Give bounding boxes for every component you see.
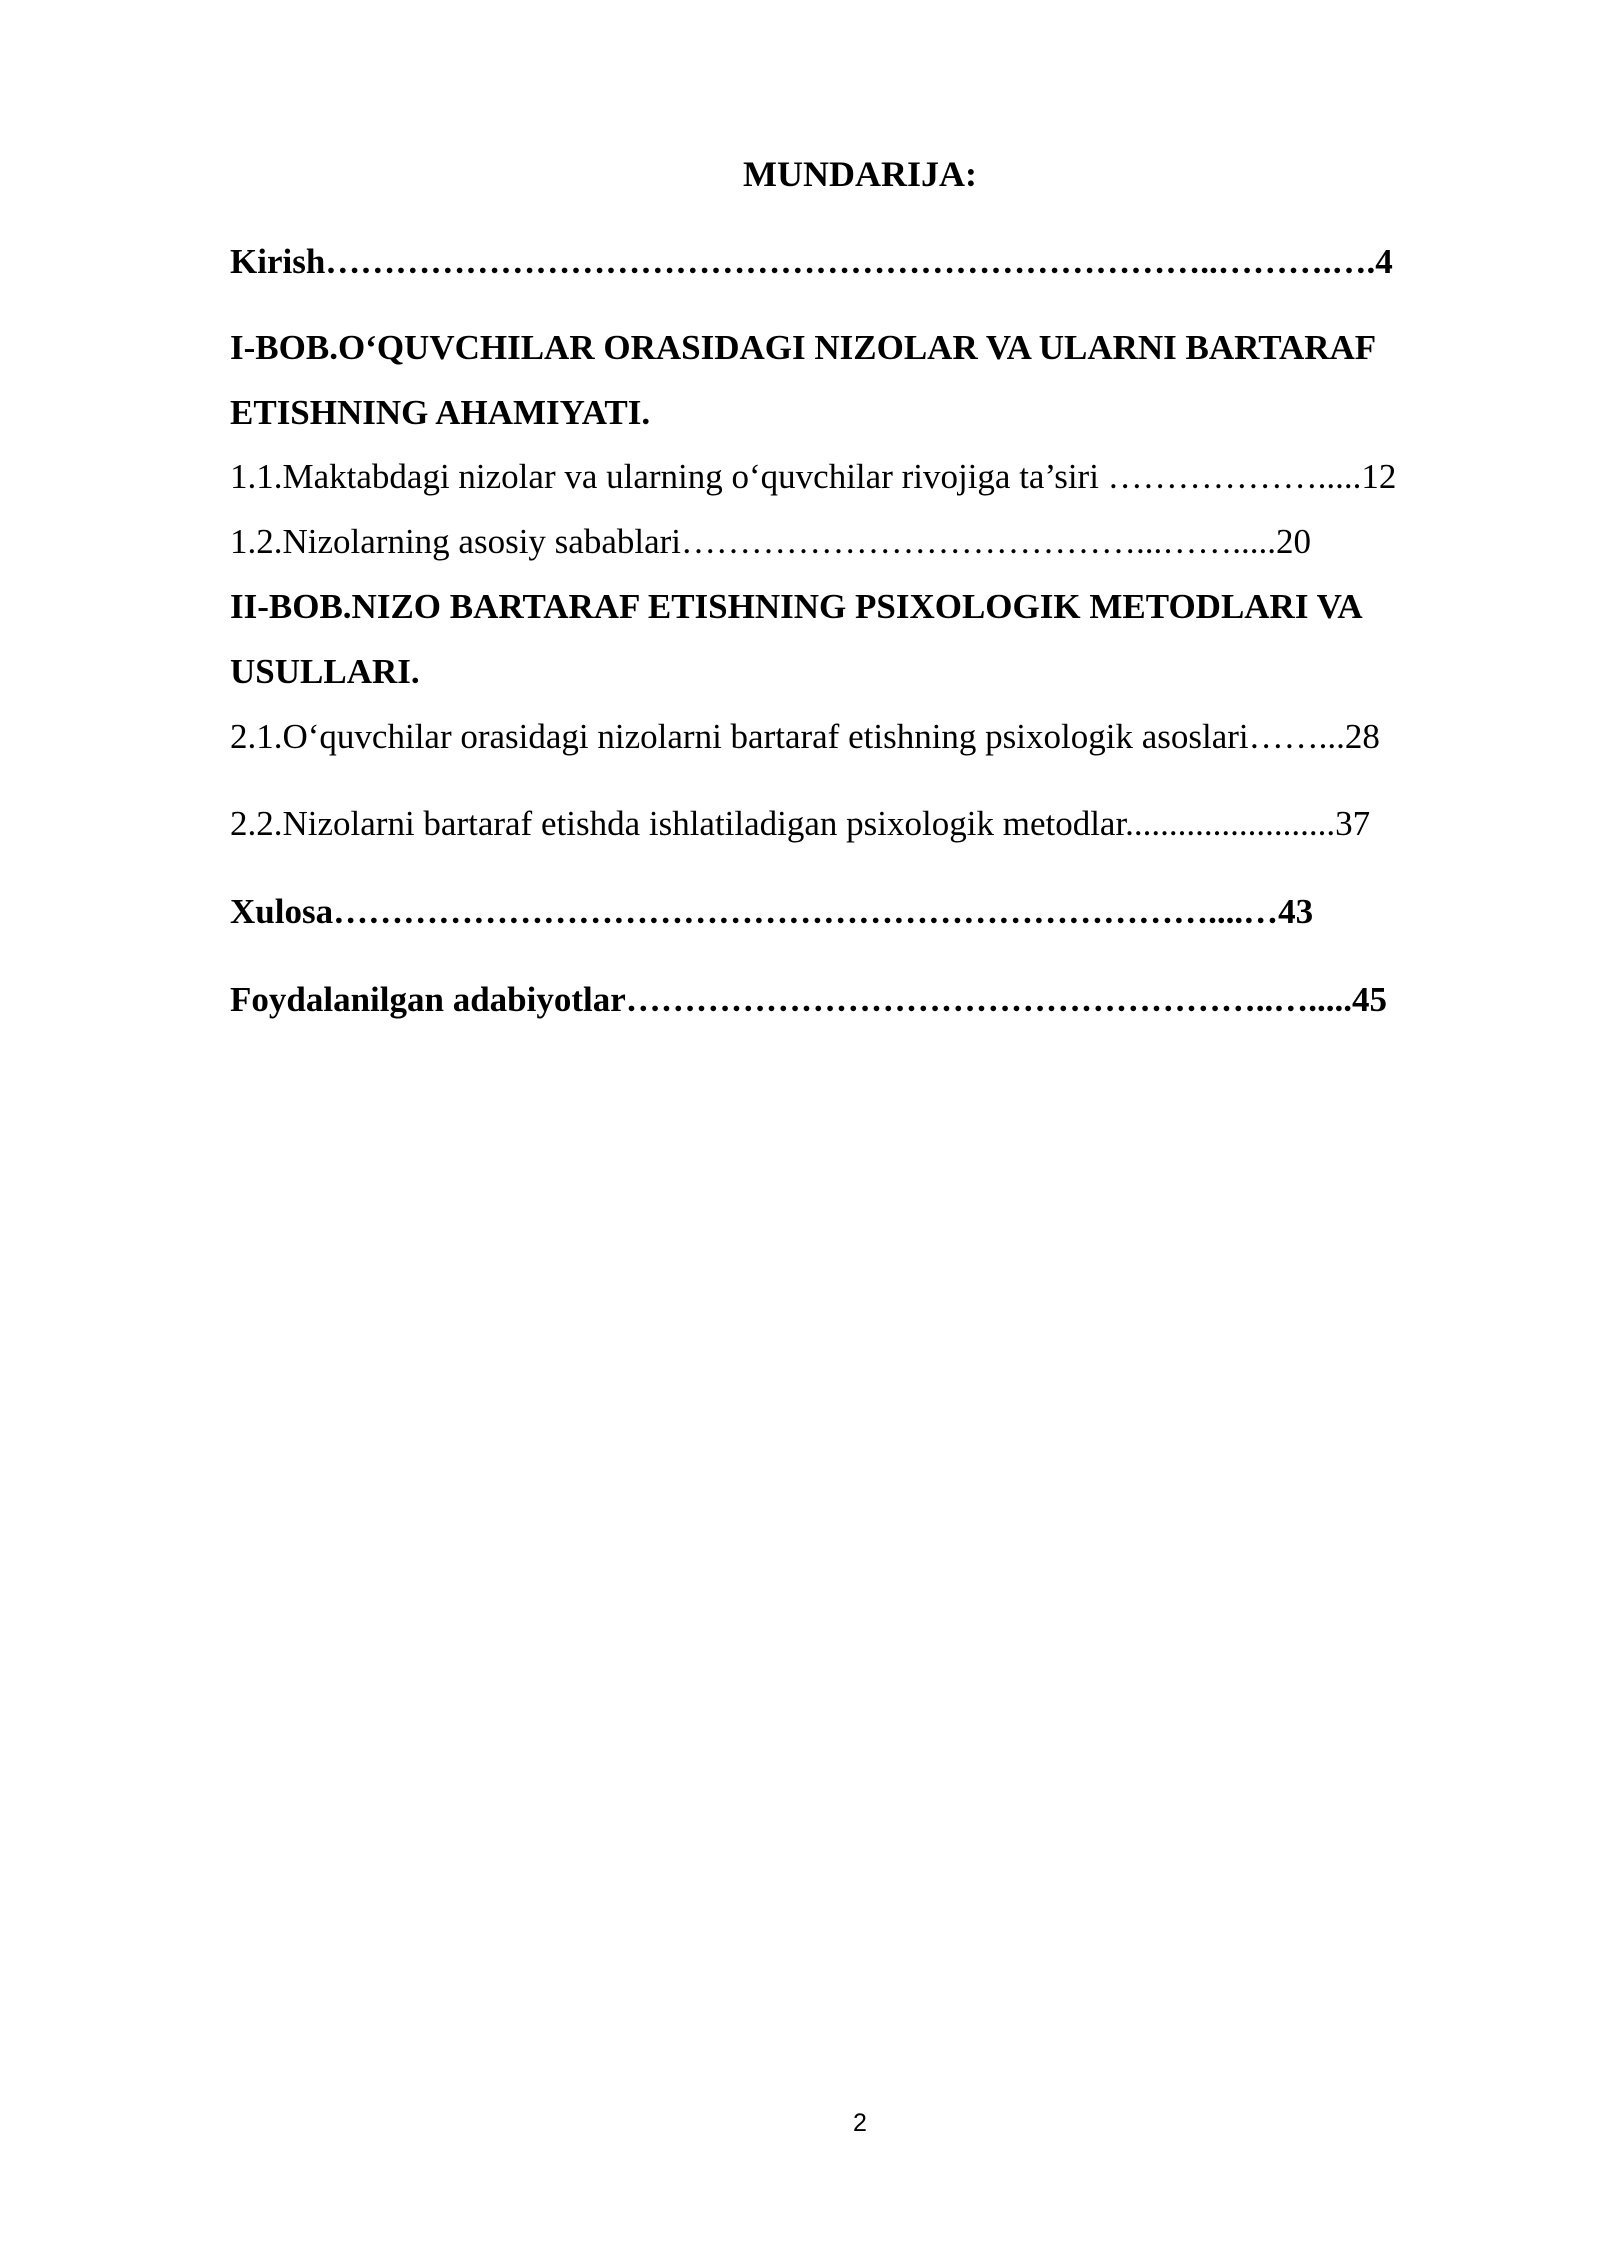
toc-entry-1-2: 1.2.Nizolarning asosiy sabablari…………………………………...…….....20 [230, 522, 1312, 561]
page-number: 2 [853, 2109, 867, 2137]
toc-entry-references: Foydalanilgan adabiyotlar………………………………………………..….....45 [230, 980, 1388, 1019]
toc-entry-2-1: 2.1.O‘quvchilar orasidagi nizolarni bartaraf etishning psixologik asoslari……...28 [230, 717, 1380, 756]
toc-entry-2-2: 2.2.Nizolarni bartaraf etishda ishlatiladigan psixologik metodlar........................37 [230, 804, 1371, 843]
chapter-2-heading-line-2: USULLARI. [230, 652, 420, 691]
toc-entry-intro: Kirish…………………………………………………………………..……….….4 [230, 242, 1393, 281]
toc-title: MUNDARIJA: [743, 154, 977, 194]
chapter-2-heading-line-1: II-BOB.NIZO BARTARAF ETISHNING PSIXOLOGIK METODLARI VA [230, 587, 1363, 626]
chapter-1-heading-line-1: I-BOB.O‘QUVCHILAR ORASIDAGI NIZOLAR VA ULARNI BARTARAF [230, 328, 1377, 367]
toc-entry-conclusion: Xulosa…………………………………………………………………....…43 [230, 892, 1314, 931]
toc-entry-1-1: 1.1.Maktabdagi nizolar va ularning o‘quvchilar rivojiga ta’siri ……………….....12 [230, 457, 1397, 496]
chapter-1-heading-line-2: ETISHNING AHAMIYATI. [230, 393, 651, 432]
